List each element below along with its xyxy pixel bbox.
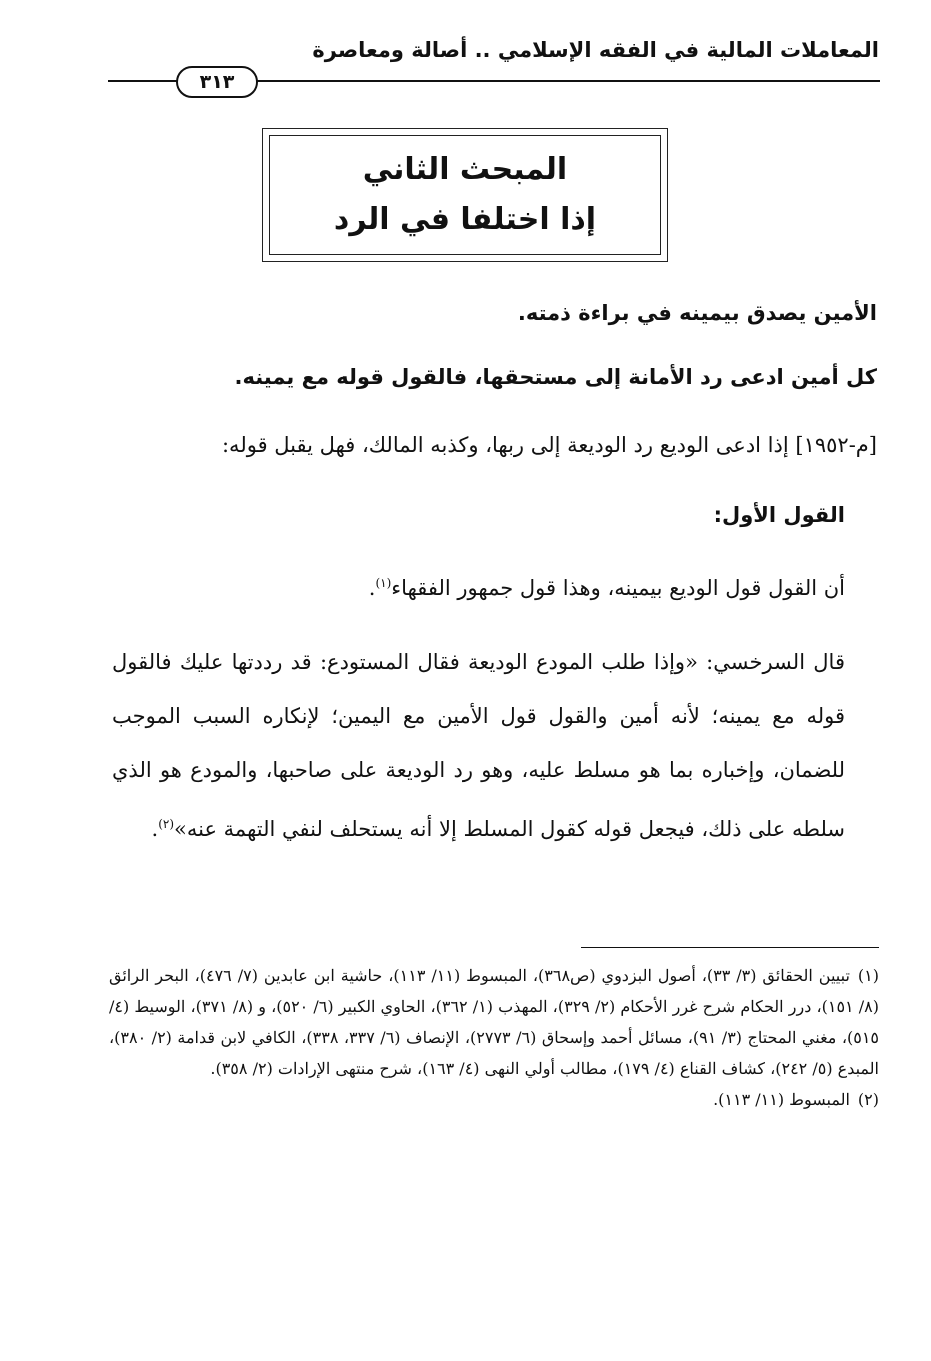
first-opinion-text: أن القول قول الوديع بيمينه، وهذا قول جمهور الفقهاء [391,576,845,600]
footnote-1 [109,960,879,1084]
rule-statement-2: كل أمين ادعى رد الأمانة إلى مستحقها، فالقول قوله مع يمينه. [234,365,877,389]
sarakhsi-quote-text: قال السرخسي: «وإذا طلب المودع الوديعة فقال المستودع: قد رددتها عليك فالقول قوله مع يمينه؛ لأنه أمين والقول قول الأمين مع اليمين؛ لإنكاره السبب الموجب للضمان، وإخباره بما هو مسلط عليه، وهو رد الوديعة على صاحبها، والمودع هو الذي سلطه على ذلك، فيجعل قوله كقول المسلط إلا أنه يستحلف لنفي التهمة عنه» [112,650,845,841]
footnote-separator [581,947,879,948]
footnote-2 [109,1084,879,1115]
footnote-ref-2[interactable]: (٢) [158,817,175,831]
footnotes [109,960,879,1115]
section-title-box [262,128,668,262]
footnote-ref-1[interactable]: (١) [375,576,392,590]
issue-paragraph: [م-١٩٥٢] إذا ادعى الوديع رد الوديعة إلى ربها، وكذبه المالك، فهل يقبل قوله: [221,433,877,457]
section-title-line-1: المبحث الثاني [362,152,568,187]
footnote-number: (١) [857,966,879,985]
footnote-text: المبسوط (١١/ ١١٣). [713,1090,850,1109]
first-opinion-heading: القول الأول: [713,503,845,527]
rule-statement-1: الأمين يصدق بيمينه في براءة ذمته. [517,301,877,325]
running-header-title: المعاملات المالية في الفقه الإسلامي .. أصالة ومعاصرة [312,38,879,62]
section-title-line-2: إذا اختلفا في الرد [333,202,597,237]
first-opinion-paragraph [112,556,877,615]
first-opinion-end: . [368,576,376,600]
sarakhsi-quote-end: . [151,817,159,841]
page-number: ٣١٣ [176,66,258,98]
body-text [112,290,877,876]
footnote-text: تبيين الحقائق (٣/ ٣٣)، أصول البزدوي (ص٣٦٨)، المبسوط (١١/ ١١٣)، حاشية ابن عابدين (٧/ ٤٧٦)، البحر الرائق (٨/ ١٥١)، درر الحكام شرح غرر الأحكام (٢/ ٣٢٩)، المهذب (١/ ٣٦٢)، الحاوي الكبير (٦/ ٥٢٠)، و (٨/ ٣٧١)، الوسيط (٤/ ٥١٥)، مغني المحتاج (٣/ ٩١)، مسائل أحمد وإسحاق (٦/ ٢٧٧٣)، الإنصاف (٦/ ٣٣٧، ٣٣٨)، الكافي لابن قدامة (٢/ ٣٨٠)، المبدع (٥/ ٢٤٢)، كشاف القناع (٤/ ١٧٩)، مطالب أولي النهى (٤/ ١٦٣)، شرح منتهى الإرادات (٢/ ٣٥٨). [109,966,880,1078]
footnote-number: (٢) [857,1090,879,1109]
sarakhsi-quote-paragraph [112,635,877,856]
section-title-inner-frame [269,135,661,255]
